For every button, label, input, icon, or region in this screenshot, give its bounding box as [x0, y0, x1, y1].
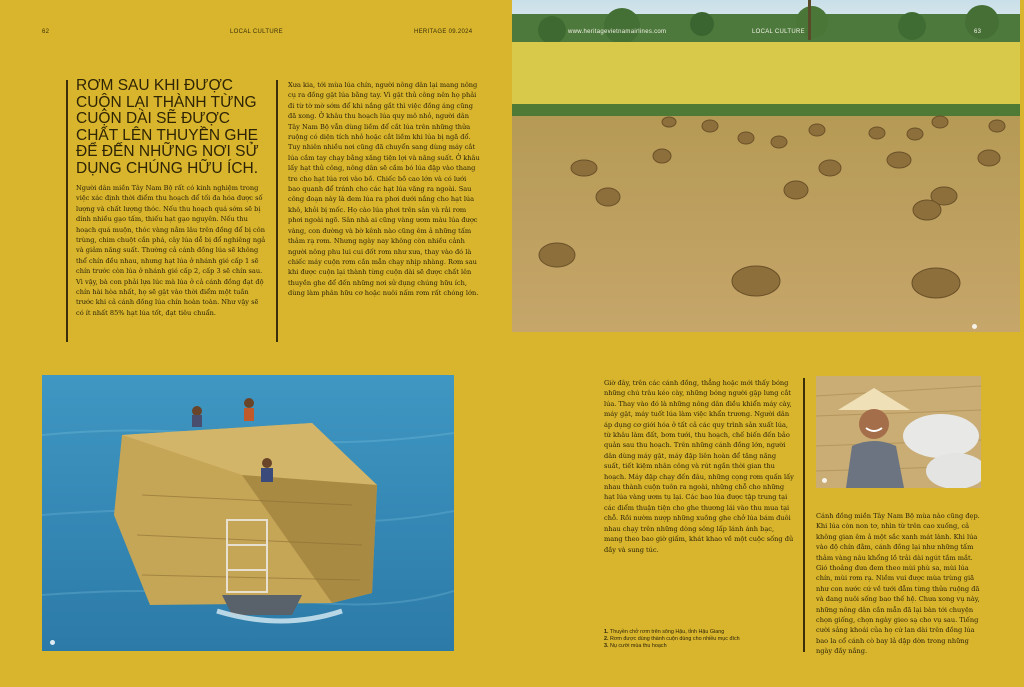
photo-index-dot	[50, 640, 55, 645]
left-body-column-1: Người dân miền Tây Nam Bộ rất có kinh nghiệm trong việc xác định thời điểm thu hoạch để tối đa hóa được số lượng và chất lượng thóc. Nếu thu hoạch quá sớm sẽ bị dính nhiều gạo tấm, thiếu hạt gạo nguyên. Nếu thu hoạch quá muộn, thóc vàng nằm lâu trên đồng để bị côn trùng, chim chuột cắn phá, cây lúa dễ bị đổ nghiêng ngả và giảm năng suất. Thường cả cánh đồng lúa sẽ không thể chín đều nhau, nhưng hạt lúa ở nhánh gié cấp 1 sẽ chín trước còn lúa ở nhánh gié cấp 2, cấp 3 sẽ chín sau. Vì vậy, bà con phải lựa lúc mà lúa ở cả cánh đồng đạt độ chín hài hòa nhất, họ sẽ gặt vào thời điểm một tuần trước khi cả cánh đồng lúa chín hoàn toàn. Như vậy sẽ có ít nhất 85% hạt lúa tốt, đạt tiêu chuẩn.	[76, 184, 266, 317]
caption-1	[604, 629, 794, 636]
pull-quote: RƠM SAU KHI ĐƯỢC CUỘN LẠI THÀNH TỪNG CUỘN DÀI SẼ ĐƯỢC CHẤT LÊN THUYỀN GHE ĐỂ ĐẾN NHỮNG NƠI SỬ DỤNG CHÚNG HỮU ÍCH.	[76, 77, 259, 177]
caption-number: 3.	[604, 643, 609, 649]
issue-label: HERITAGE 09.2024	[414, 29, 473, 35]
photo-index-dot	[822, 478, 827, 483]
photo-index-dot	[972, 324, 977, 329]
caption-3	[604, 643, 794, 650]
right-body-column-2: Cánh đồng miền Tây Nam Bộ mùa nào cũng đẹp. Khi lúa còn non tơ, nhìn từ trên cao xuống, cả không gian êm ả một sắc xanh mát lành. Khi lúa vào độ chín đằm, cánh đồng lại như những tấm thảm vàng nâu khổng lồ trải dài ngút tầm mắt. Gió thoảng đưa đem theo mùi phù sa, mùi lúa chín, mùi rơm rạ. Niềm vui được mùa trùng giã như con nước cứ về tưới đẫm từng thửa ruộng đã và đang nuôi sống bao thế hệ. Chưa xong vụ này, những nông dân cần mẫn đã lại bàn tới chuyện chọn giống, chọn ngày gieo sạ cho vụ sau. Tiếng cười sảng khoái của họ cứ lan dài trên đồng lúa bao la cổ cánh cò bay lả dập dờn trong những ngày đầy nắng.	[816, 512, 980, 656]
farmer-portrait-photo	[816, 376, 981, 488]
caption-text: Nụ cười mùa thu hoạch	[610, 643, 667, 649]
right-body-column-1: Giờ đây, trên các cánh đồng, thẳng hoặc mới thấy bóng những chú trâu kéo cày, những bóng người gặp lưng cắt lúa. Thay vào đó là những nông dân điều khiển máy cày, máy gặt, máy tuốt lúa làm việc khẩn trương. Người dân áp dụng cơ giới hóa ở tất cả các quy trình sản xuất lúa, từ khâu làm đất, bơm tưới, thu hoạch, chế biến đến bảo quản sau thu hoạch. Trên những cánh đồng lớn, người dân dùng máy gặt, máy đập liên hoàn để tăng năng suất, tiết kiệm nhân công và rút ngắn thời gian thu hoạch. Máy đập chạy đến đâu, những cọng rơm quấn lấy nhau thành cuộn tuôn ra ngoài, những chỗ cho những hạt lúa vàng ươm tụ lại. Các bao lúa được tập trung tại các điểm thuận tiện cho ghe thương lái vào thu mua tại chỗ. Rồi nườm nượp những xuồng ghe chở lúa bám đuôi nhau chạy trên những dòng sông lấp lánh ánh bạc, mang theo bao giờ giấm, khát khao về một cuộc sống đủ đầy và sung túc.	[604, 379, 794, 554]
caption-number: 1.	[604, 629, 609, 635]
right-page-number: 63	[974, 29, 982, 35]
left-body-column-2: Xưa kia, tới mùa lúa chín, người nông dân lại mang nông cụ ra đồng gặt lúa bằng tay. Vì gặt thủ công nên họ phải đi từ tờ mờ sớm để khi nắng gắt thì việc đồng áng cũng đã xong. Ở khâu thu hoạch lúa quy mô nhỏ, người dân Tây Nam Bộ vẫn dùng liềm để cắt lúa trên những thửa ruộng có diện tích nhỏ hoặc cắt liềm khi lúa bị ngã đổ. Tuy nhiên nhiều nơi cũng đã chuyển sang dùng máy cắt lúa cầm tay chạy bằng xăng tiện lợi và năng suất. Ở khâu lấy hạt thủ công, nông dân sẽ cầm bó lúa đập vào thang tre cho hạt lúa rơi vào bồ. Chiếc bồ cao lớn và có lưới bao quanh để tránh cho các hạt lúa văng ra ngoài. Sau công đoạn này là đem lúa ra phơi dưới nắng cho hạt lúa khô, khỏi bị mốc. Họ cào lúa phơi trên sân và rải rơm phơi ngoài ngõ. Sân nhà ai cũng vàng ươm màu lúa được vàng, con đường và bờ kênh nào cũng êm ả những tấm thảm rạ rơm. Nhưng ngày nay không còn nhiều cảnh người nông phu lui cui đốt rơm như xưa, thay vào đó là chiếc máy cuộn rơm cần mẫn chạy nhịp nhàng. Rơm sau khi được cuộn lại thành từng cuộn dài sẽ được chất lên thuyền ghe để đến những nơi sử dụng chúng hữu ích, dùng làm phân hữu cơ hoặc nuôi nấm rơm rất chóng lớn.	[288, 81, 480, 298]
watermark-url: www.heritagevietnamairlines.com	[568, 29, 667, 35]
left-page-number: 62	[42, 29, 50, 35]
hay-boat-photo	[42, 375, 454, 651]
caption-text: Rơm được dùng thành cuộn dùng cho nhiều mục đích	[610, 636, 740, 642]
caption-number: 2.	[604, 636, 609, 642]
right-section-label: LOCAL CULTURE	[752, 29, 805, 35]
right-column-divider	[803, 378, 805, 652]
caption-2	[604, 636, 794, 643]
left-section-label: LOCAL CULTURE	[230, 29, 283, 35]
pull-quote-rule	[66, 80, 68, 342]
column-divider	[276, 80, 278, 342]
hay-bale-field-photo	[512, 0, 1020, 332]
photo-captions	[604, 629, 794, 650]
caption-text: Thuyền chở rơm trên sông Hậu, tỉnh Hậu Giang	[609, 629, 725, 635]
